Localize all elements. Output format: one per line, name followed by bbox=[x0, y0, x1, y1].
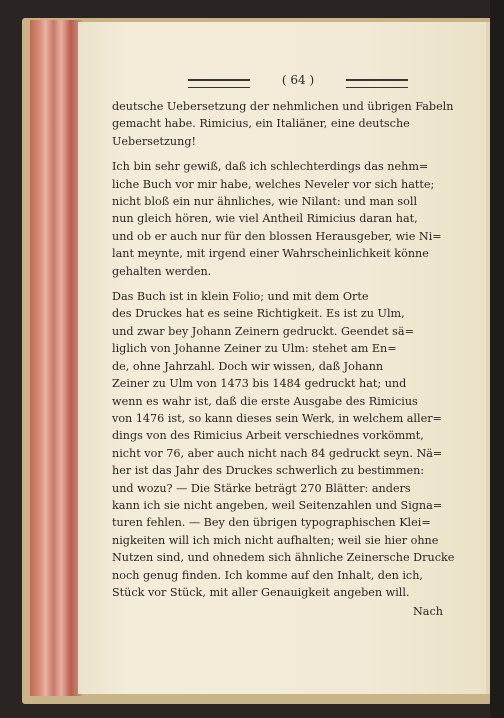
text-line: wenn es wahr ist, daß die erste Ausgabe des Rimicius bbox=[112, 394, 418, 408]
text-line: und wozu? — Die Stärke beträgt 270 Blätter: anders bbox=[112, 481, 411, 495]
text-line: deutsche Uebersetzung der nehmlichen und übrigen Fabeln bbox=[112, 100, 454, 113]
text-line: kann ich sie nicht angeben, weil Seitenzahlen und Signa= bbox=[112, 498, 443, 512]
text-line: dings von des Rimicius Arbeit verschiednes vorkömmt, bbox=[112, 429, 424, 443]
text-line: Nutzen sind, und ohnedem sich ähnliche Zeinersche Drucke bbox=[112, 551, 455, 565]
text-line: von 1476 ist, so kann dieses sein Werk, in welchem aller= bbox=[112, 411, 442, 425]
text-line: gemacht habe. Rimicius, ein Italiäner, eine deutsche bbox=[112, 117, 410, 131]
text-line: her ist das Jahr des Druckes schwerlich zu bestimmen: bbox=[112, 464, 425, 478]
page-header bbox=[110, 74, 410, 90]
text-line: des Druckes hat es seine Richtigkeit. Es ist zu Ulm, bbox=[112, 307, 405, 321]
page-edges bbox=[30, 20, 82, 696]
paragraph bbox=[112, 158, 452, 280]
text-line: liglich von Johanne Zeiner zu Ulm: stehet am En= bbox=[112, 342, 397, 356]
text-line: Zeiner zu Ulm von 1473 bis 1484 gedruckt hat; und bbox=[112, 377, 407, 391]
paragraph bbox=[112, 288, 455, 601]
text-line: Ich bin sehr gewiß, daß ich schlechterdings das nehm= bbox=[112, 160, 429, 174]
text-line: und ob er auch nur für den blossen Herausgeber, wie Ni= bbox=[112, 229, 442, 243]
catchword: Nach bbox=[413, 605, 443, 618]
paragraph bbox=[112, 98, 452, 150]
text-line: liche Buch vor mir habe, welches Neveler vor sich hatte; bbox=[112, 177, 435, 191]
text-line: lant meynte, mit irgend einer Wahrscheinlichkeit könne bbox=[112, 247, 429, 261]
background-strip bbox=[490, 0, 504, 718]
text-line: de, ohne Jahrzahl. Doch wir wissen, daß Johann bbox=[112, 359, 384, 373]
text-line: nigkeiten will ich mich nicht aufhalten; weil sie hier ohne bbox=[112, 533, 439, 547]
text-line: gehalten werden. bbox=[112, 264, 212, 278]
text-line: nicht vor 76, aber auch nicht nach 84 gedruckt seyn. Nä= bbox=[112, 446, 443, 460]
text-line: Das Buch ist in klein Folio; und mit dem Orte bbox=[112, 290, 369, 304]
text-line: nicht bloß ein nur ähnliches, wie Nilant: und man soll bbox=[112, 195, 418, 209]
text-line: nun gleich hören, wie viel Antheil Rimicius daran hat, bbox=[112, 212, 418, 226]
header-rule-left bbox=[188, 79, 250, 88]
page-number: ( 64 ) bbox=[281, 73, 315, 87]
text-line: und zwar bey Johann Zeinern gedruckt. Geendet sä= bbox=[112, 324, 414, 338]
body-text bbox=[112, 98, 455, 609]
text-line: Uebersetzung! bbox=[112, 134, 196, 148]
header-rule-right bbox=[346, 79, 408, 88]
text-line: Stück vor Stück, mit aller Genauigkeit angeben will. bbox=[112, 585, 410, 599]
text-line: turen fehlen. — Bey den übrigen typographischen Klei= bbox=[112, 516, 431, 530]
text-line: noch genug finden. Ich komme auf den Inhalt, den ich, bbox=[112, 568, 423, 582]
